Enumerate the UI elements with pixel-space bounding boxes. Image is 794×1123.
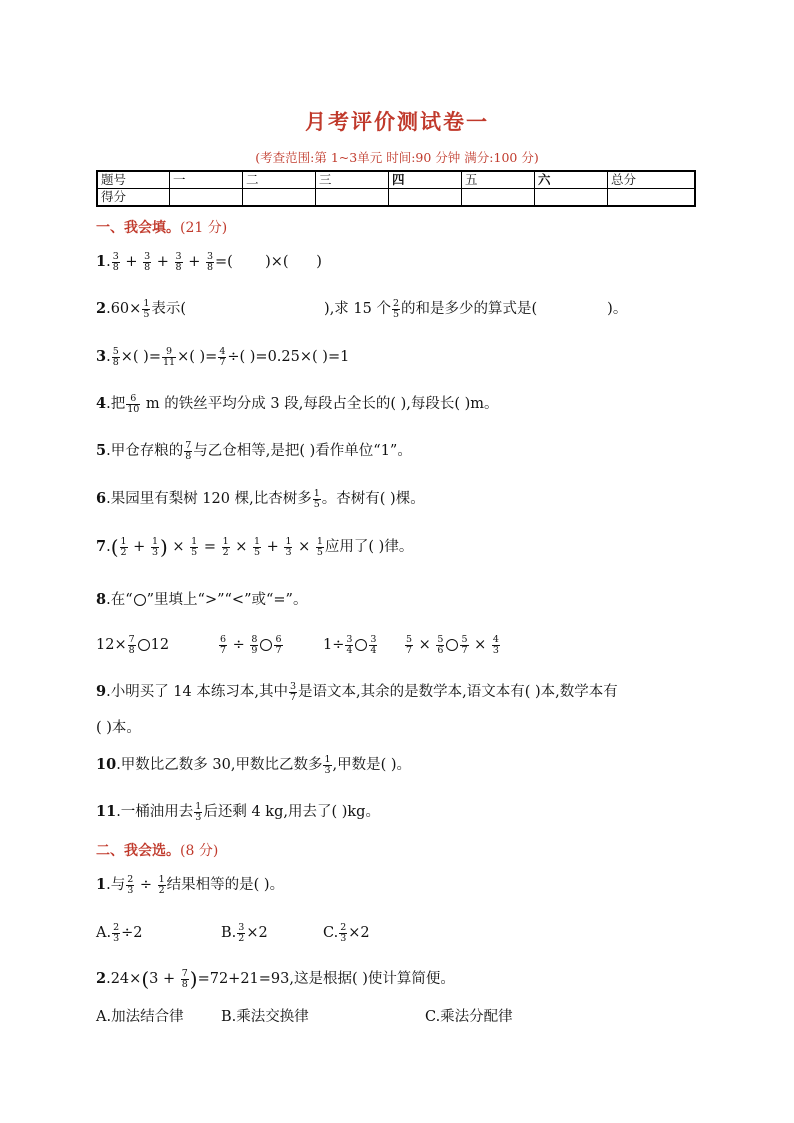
score-input-cell[interactable]: [243, 189, 316, 207]
question-text: ×( )=: [177, 349, 218, 365]
question-text: .把: [106, 396, 126, 412]
question-text: ÷( )=0.25×( )=1: [227, 349, 350, 365]
section-1-heading: [96, 217, 227, 237]
fraction: $\frac{6}{7}$: [220, 633, 227, 656]
choice-question-2: 2.24×(3 + $\frac{7}{8}$ )=72+21=93,这是根据( )使计算简便。: [96, 967, 455, 991]
fraction: $\frac{1}{3}$: [195, 800, 202, 823]
question-8-item-2: [218, 634, 284, 656]
question-10: [96, 754, 411, 776]
score-cell: 一: [170, 171, 243, 189]
fraction: $\frac{1}{2}$: [222, 535, 229, 558]
question-text: ×( )=: [120, 349, 161, 365]
question-text: .在“: [106, 592, 133, 608]
fraction: $\frac{3}{8}$: [206, 250, 214, 273]
score-input-cell[interactable]: [316, 189, 389, 207]
question-text: 后还剩 4 kg,用去了( )kg。: [203, 804, 380, 820]
question-number: 5: [96, 442, 107, 459]
question-11: [96, 801, 380, 823]
section-2-points: (8 分): [180, 843, 219, 859]
fraction: $\frac{6}{7}$: [275, 633, 282, 656]
compare-circle[interactable]: [355, 639, 367, 651]
score-cell: 得分: [97, 189, 170, 207]
question-text: .甲数比乙数多 30,甲数比乙数多: [116, 757, 323, 773]
score-input-cell[interactable]: [608, 189, 696, 207]
question-text: 结果相等的是( )。: [166, 877, 285, 893]
fraction: $\frac{1}{3}$: [324, 753, 331, 776]
question-text: 与乙仓相等,是把( )看作单位“1”。: [193, 443, 412, 459]
question-number: 7: [96, 538, 107, 555]
fraction: $\frac{9}{11}$: [162, 345, 176, 368]
question-2: [96, 298, 627, 320]
fraction: $\frac{3}{8}$: [112, 250, 119, 273]
question-5: [96, 440, 412, 462]
score-cell: 三: [316, 171, 389, 189]
score-cell: 题号: [97, 171, 170, 189]
fraction: $\frac{1}{5}$: [316, 535, 323, 558]
score-input-cell[interactable]: [389, 189, 462, 207]
question-number: 9: [96, 683, 107, 700]
question-text: ,甲数是( )。: [332, 757, 412, 773]
fraction: $\frac{3}{8}$: [175, 250, 182, 273]
fraction: $\frac{3}{8}$: [144, 250, 151, 273]
question-8-item-3: [323, 634, 378, 656]
score-cell: 五: [462, 171, 535, 189]
fraction: $\frac{7}{8}$: [185, 439, 192, 462]
fraction: $\frac{8}{9}$: [251, 633, 258, 656]
question-text: .果园里有梨树 120 棵,比杏树多: [106, 491, 312, 507]
question-number: 1: [96, 253, 107, 270]
fraction: $\frac{2}{3}$: [113, 921, 120, 944]
fraction: $\frac{5}{8}$: [112, 345, 119, 368]
fraction: $\frac{1}{5}$: [191, 535, 198, 558]
option-label: C.: [323, 925, 339, 941]
section-2-heading: [96, 840, 218, 860]
question-text: .一桶油用去: [116, 804, 194, 820]
section-2-label: 二、我会选。: [96, 843, 180, 859]
question-text: )。: [607, 301, 628, 317]
choice-question-1: 1.与 $\frac{2}{3}$ ÷ $\frac{1}{2}$ 结果相等的是( )。: [96, 873, 285, 896]
choice-option-b[interactable]: B.乘法交换律: [221, 1009, 309, 1025]
question-text: .小明买了 14 本练习本,其中: [106, 684, 288, 700]
fraction: $\frac{5}{6}$: [437, 633, 444, 656]
fraction: $\frac{3}{2}$: [238, 921, 245, 944]
question-3: 3. $\frac{5}{8}$ ×( )= $\frac{9}{11}$ ×( )= $\frac{4}{7}$ ÷( )=0.25×( )=1: [96, 345, 350, 368]
compare-circle[interactable]: [260, 639, 272, 651]
question-number: 2: [96, 970, 107, 987]
question-number: 2: [96, 300, 107, 317]
question-number: 8: [96, 591, 107, 608]
question-text: 1÷: [323, 637, 345, 653]
score-cell: 二: [243, 171, 316, 189]
question-text: ×: [469, 637, 491, 653]
fraction: $\frac{1}{5}$: [254, 535, 261, 558]
question-4: [96, 393, 499, 415]
fraction: $\frac{2}{5}$: [392, 297, 400, 320]
question-number: 3: [96, 348, 107, 365]
question-text: 12×: [96, 637, 127, 653]
choice-option-c[interactable]: C.乘法分配律: [425, 1009, 513, 1025]
fraction: $\frac{7}{8}$: [181, 967, 188, 990]
question-6: [96, 488, 425, 510]
score-input-cell[interactable]: [170, 189, 243, 207]
score-table-header-row: [97, 171, 695, 189]
question-text: .与: [106, 877, 126, 893]
choice-option-b[interactable]: [221, 922, 268, 944]
fraction: $\frac{3}{7}$: [289, 680, 297, 703]
fraction: $\frac{5}{7}$: [406, 633, 413, 656]
choice-option-a[interactable]: A.加法结合律: [96, 1009, 184, 1025]
question-text: 12: [150, 637, 170, 653]
question-text: m 的铁丝平均分成 3 段,每段占全长的( ),每段长( )m。: [141, 396, 499, 412]
fraction: $\frac{7}{8}$: [128, 633, 135, 656]
fraction: $\frac{4}{3}$: [492, 633, 499, 656]
question-8: [96, 589, 307, 611]
question-1: 1. $\frac{3}{8}$ + $\frac{3}{8}$ + $\frac{3}{8}$ + $\frac{3}{8}$ =( )×( ): [96, 250, 322, 273]
fraction: $\frac{3}{4}$: [346, 633, 353, 656]
choice-option-c[interactable]: [323, 922, 370, 944]
question-text: 应用了( )律。: [324, 539, 414, 555]
question-text: 的和是多少的算式是(: [401, 301, 538, 317]
question-text: 是语文本,其余的是数学本,语文本有( )本,数学本有: [298, 684, 618, 700]
question-7: 7.( $\frac{1}{2}$ + $\frac{1}{3}$ ) × $\frac{1}{5}$ = $\frac{1}{2}$ × $\frac{1}{5}$ + $\frac{1}{3}$ × $\frac{1}{5}$ 应用了( )律。: [96, 535, 414, 559]
question-number: 4: [96, 395, 107, 412]
fraction: $\frac{4}{7}$: [219, 345, 226, 368]
question-number: 1: [96, 876, 107, 893]
fraction: $\frac{1}{3}$: [151, 535, 158, 558]
question-text: ),求 15 个: [324, 301, 391, 317]
fraction: $\frac{2}{3}$: [340, 921, 347, 944]
choice-option-a[interactable]: [96, 922, 143, 944]
fraction: $\frac{1}{5}$: [313, 487, 320, 510]
question-text: .甲仓存粮的: [106, 443, 184, 459]
fraction: $\frac{1}{2}$: [158, 873, 165, 896]
question-text: =72+21=93,这是根据( )使计算简便。: [197, 971, 455, 987]
section-1-label: 一、我会填。: [96, 220, 180, 236]
circle-icon: [134, 594, 146, 606]
page-subtitle: (考查范围:第 1~3单元 时间:90 分钟 满分:100 分): [255, 150, 539, 165]
question-9-line-2: ( )本。: [96, 720, 141, 736]
option-label: A.: [96, 925, 112, 941]
score-cell: 六: [535, 171, 608, 189]
question-text: 。杏树有( )棵。: [321, 491, 425, 507]
score-table: [96, 170, 696, 207]
compare-circle[interactable]: [446, 639, 458, 651]
section-1-points: (21 分): [180, 220, 228, 236]
question-number: 11: [96, 803, 117, 820]
page-title: 月考评价测试卷一: [305, 109, 489, 134]
fraction: $\frac{3}{4}$: [370, 633, 377, 656]
score-cell: 四: [389, 171, 462, 189]
question-number: 6: [96, 490, 107, 507]
question-8-item-4: [404, 634, 501, 656]
question-8-item-1: [96, 634, 169, 656]
fraction: $\frac{2}{3}$: [127, 873, 134, 896]
question-9: [96, 681, 618, 703]
option-label: B.: [221, 925, 237, 941]
score-input-cell[interactable]: [535, 189, 608, 207]
fraction: $\frac{1}{5}$: [143, 297, 150, 320]
score-table-score-row: [97, 189, 695, 207]
question-text: ÷: [228, 637, 250, 653]
option-text: ÷2: [121, 925, 143, 941]
question-text: ”里填上“>”“<”或“=”。: [146, 592, 308, 608]
score-cell: 总分: [608, 171, 696, 189]
fraction: $\frac{5}{7}$: [461, 633, 468, 656]
question-text: 表示(: [151, 301, 187, 317]
question-number: 10: [96, 756, 117, 773]
compare-circle[interactable]: [138, 639, 150, 651]
question-text: ×: [414, 637, 436, 653]
option-text: ×2: [246, 925, 268, 941]
question-text: .24×: [106, 971, 142, 987]
fraction: $\frac{1}{3}$: [285, 535, 292, 558]
fraction: $\frac{6}{10}$: [127, 392, 140, 415]
score-input-cell[interactable]: [462, 189, 535, 207]
option-text: ×2: [348, 925, 370, 941]
question-text: .60×: [106, 301, 142, 317]
fraction: $\frac{1}{2}$: [120, 535, 127, 558]
